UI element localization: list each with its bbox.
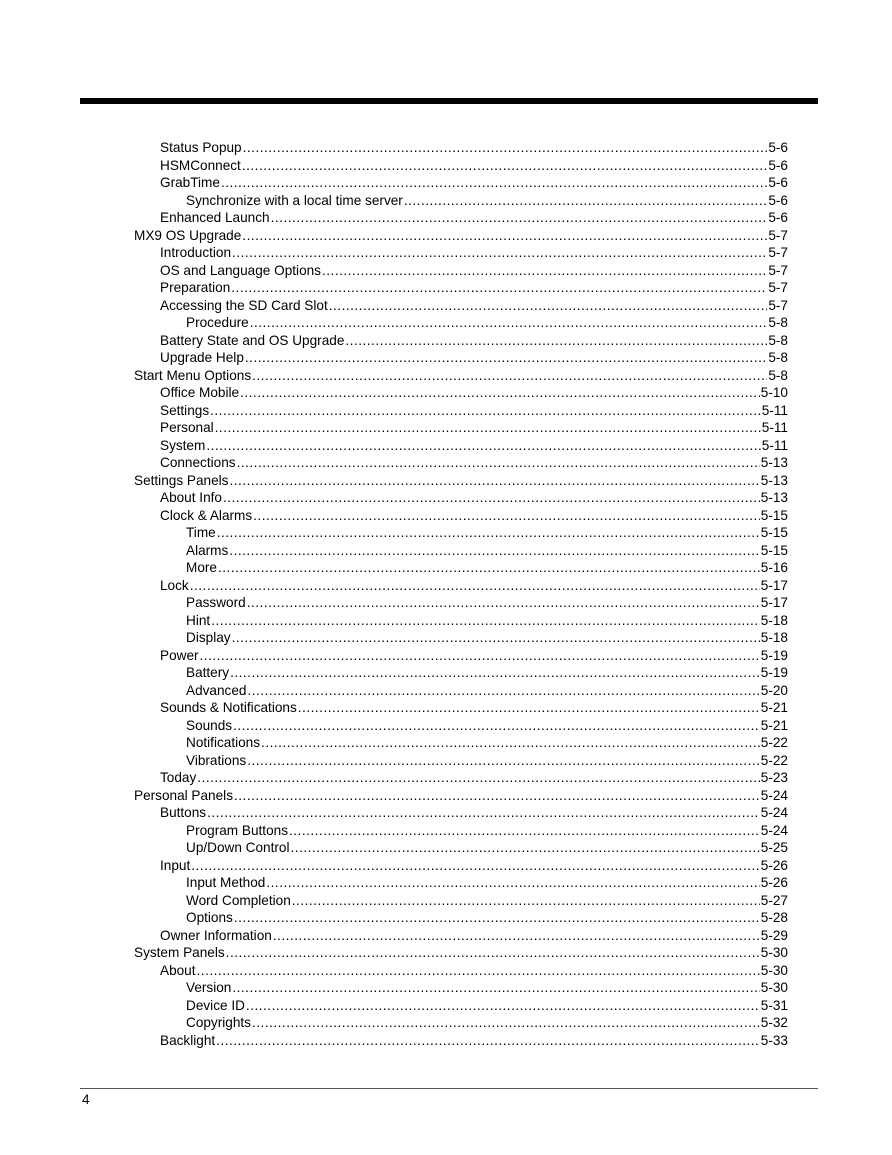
toc-entry-page: 5-26 [760,857,788,873]
dot-leader [190,577,760,595]
dot-leader [292,892,760,910]
toc-entry-page: 5-33 [760,1032,788,1048]
toc-entry[interactable] [134,437,788,455]
toc-entry-title: Personal [160,420,214,435]
dot-leader [197,769,760,787]
dot-leader [221,174,767,192]
toc-entry[interactable] [134,892,788,910]
toc-entry-title: Options [186,910,233,925]
toc-entry-page: 5-30 [760,980,788,995]
dot-leader [247,752,760,770]
toc-entry-page: 5-11 [761,420,788,435]
toc-entry[interactable] [134,612,788,630]
toc-entry-page: 5-6 [768,157,788,173]
toc-entry[interactable] [134,577,788,595]
dot-leader [298,699,760,717]
toc-entry[interactable] [134,752,788,770]
toc-entry-page: 5-32 [760,1015,788,1030]
toc-entry-title: Today [160,770,197,785]
dot-leader [242,157,768,175]
toc-entry[interactable] [134,402,788,420]
dot-leader [291,839,760,857]
toc-entry-title: Vibrations [186,752,247,768]
toc-entry[interactable] [134,1014,788,1032]
dot-leader [216,1032,760,1050]
dot-leader [229,542,759,560]
toc-entry[interactable] [134,227,788,245]
dot-leader [245,349,767,367]
dot-leader [237,454,760,472]
dot-leader [247,682,759,700]
dot-leader [252,1014,760,1032]
toc-entry-page: 5-11 [761,437,788,453]
toc-entry-page: 5-13 [760,490,788,505]
toc-entry-title: Hint [186,612,211,628]
toc-entry-page: 5-6 [768,192,788,208]
toc-entry-title: Status Popup [160,140,242,155]
toc-entry-page: 5-16 [760,560,788,575]
toc-entry[interactable] [134,472,788,490]
dot-leader [231,279,767,297]
toc-entry-page: 5-7 [768,262,788,278]
dot-leader [207,804,760,822]
toc-entry[interactable] [134,524,788,542]
dot-leader [250,314,768,332]
toc-entry[interactable] [134,297,788,315]
toc-entry[interactable] [134,927,788,945]
toc-entry-page: 5-7 [768,280,788,295]
dot-leader [191,857,760,875]
toc-entry[interactable] [134,507,788,525]
toc-entry[interactable] [134,349,788,367]
toc-entry-page: 5-11 [761,402,788,418]
dot-leader [211,612,760,630]
toc-entry-page: 5-30 [760,962,788,978]
toc-entry-title: OS and Language Options [160,262,321,278]
toc-entry-title: Device ID [186,997,245,1013]
toc-entry-title: Version [186,980,232,995]
toc-entry-title: Synchronize with a local time server [186,192,403,208]
toc-entry-title: MX9 OS Upgrade [134,227,242,243]
toc-entry-page: 5-17 [760,577,788,593]
dot-leader [217,524,760,542]
toc-entry-title: About Info [160,490,222,505]
toc-entry[interactable] [134,262,788,280]
toc-entry-title: Copyrights [186,1015,251,1030]
toc-entry[interactable] [134,822,788,840]
toc-entry-title: Sounds [186,717,233,733]
toc-entry-page: 5-30 [760,945,788,960]
toc-entry-page: 5-13 [760,472,788,488]
dot-leader [223,489,760,507]
dot-leader [197,962,760,980]
toc-entry-page: 5-20 [760,682,788,698]
dot-leader [243,139,768,157]
toc-entry-title: Settings [160,402,210,418]
toc-entry-page: 5-24 [760,822,788,838]
toc-entry-title: More [186,560,217,575]
dot-leader [229,472,759,490]
dot-leader [271,209,768,227]
toc-entry-page: 5-19 [760,647,788,663]
toc-entry-page: 5-6 [768,210,788,225]
toc-entry-title: Advanced [186,682,247,698]
toc-entry-title: Password [186,595,246,610]
toc-entry[interactable] [134,734,788,752]
toc-entry-title: Program Buttons [186,822,288,838]
toc-entry[interactable] [134,244,788,262]
toc-entry[interactable] [134,279,788,297]
toc-entry-page: 5-8 [768,367,788,383]
dot-leader [273,927,760,945]
toc-entry-title: Office Mobile [160,385,240,400]
toc-entry-title: Battery State and OS Upgrade [160,332,345,348]
table-of-contents [134,139,788,1049]
toc-entry-title: Input [160,857,191,873]
toc-entry-title: Alarms [186,542,229,558]
toc-entry[interactable] [134,139,788,157]
dot-leader [232,629,760,647]
dot-leader [233,717,760,735]
toc-entry[interactable] [134,367,788,385]
page-number: 4 [82,1092,90,1107]
toc-entry-page: 5-7 [768,227,788,243]
toc-entry-page: 5-29 [760,927,788,943]
toc-entry-title: Backlight [160,1032,216,1048]
toc-entry-title: Notifications [186,735,261,750]
toc-entry[interactable] [134,857,788,875]
dot-leader [242,227,767,245]
toc-entry[interactable] [134,332,788,350]
toc-entry[interactable] [134,804,788,822]
dot-leader [247,594,760,612]
toc-entry-page: 5-22 [760,735,788,750]
dot-leader [232,979,759,997]
toc-entry[interactable] [134,384,788,402]
toc-entry[interactable] [134,787,788,805]
header-rule [80,98,818,104]
toc-entry[interactable] [134,489,788,507]
dot-leader [226,944,760,962]
toc-entry-title: Connections [160,455,236,470]
dot-leader [266,874,759,892]
toc-entry[interactable] [134,559,788,577]
toc-entry-page: 5-22 [760,752,788,768]
toc-entry-page: 5-8 [768,332,788,348]
toc-entry-title: HSMConnect [160,157,241,173]
dot-leader [230,664,760,682]
toc-entry[interactable] [134,717,788,735]
dot-leader [253,507,760,525]
toc-entry[interactable] [134,314,788,332]
dot-leader [218,559,760,577]
toc-entry-title: About [160,962,196,978]
toc-entry-page: 5-18 [760,630,788,645]
dot-leader [210,402,761,420]
toc-entry-title: Power [160,647,199,663]
toc-entry-page: 5-17 [760,595,788,610]
toc-entry-page: 5-15 [760,525,788,540]
dot-leader [404,192,768,210]
toc-entry-page: 5-28 [760,910,788,925]
toc-entry-page: 5-7 [768,297,788,313]
toc-entry[interactable] [134,979,788,997]
dot-leader [246,997,760,1015]
dot-leader [200,647,760,665]
toc-entry-title: Buttons [160,805,207,820]
toc-entry-page: 5-13 [760,455,788,470]
toc-entry-title: Sounds & Notifications [160,700,297,715]
toc-entry-title: Accessing the SD Card Slot [160,297,328,313]
toc-entry-page: 5-24 [760,787,788,803]
toc-entry-title: Battery [186,665,230,680]
toc-entry-title: Time [186,525,216,540]
toc-entry[interactable] [134,962,788,980]
toc-entry-page: 5-6 [768,175,788,190]
toc-entry[interactable] [134,682,788,700]
dot-leader [234,909,760,927]
toc-entry-title: Start Menu Options [134,367,252,383]
toc-entry-title: Settings Panels [134,472,229,488]
toc-entry-page: 5-23 [760,770,788,785]
toc-entry-page: 5-15 [760,542,788,558]
toc-entry-page: 5-31 [760,997,788,1013]
toc-entry[interactable] [134,664,788,682]
dot-leader [234,787,760,805]
dot-leader [232,244,767,262]
toc-entry-title: Personal Panels [134,787,233,803]
toc-entry-page: 5-6 [768,140,788,155]
toc-entry[interactable] [134,909,788,927]
dot-leader [240,384,760,402]
toc-entry-title: Up/Down Control [186,840,290,855]
toc-entry-page: 5-8 [768,350,788,365]
toc-entry[interactable] [134,454,788,472]
toc-entry-page: 5-25 [760,840,788,855]
toc-entry[interactable] [134,174,788,192]
dot-leader [206,437,760,455]
toc-entry-page: 5-18 [760,612,788,628]
toc-entry-title: Procedure [186,315,249,330]
toc-entry[interactable] [134,647,788,665]
toc-entry[interactable] [134,209,788,227]
toc-entry-title: System [160,437,206,453]
toc-entry-page: 5-21 [760,717,788,733]
toc-entry-title: Display [186,630,231,645]
toc-entry-title: GrabTime [160,175,220,190]
toc-entry-title: Introduction [160,245,232,260]
dot-leader [322,262,767,280]
toc-entry[interactable] [134,997,788,1015]
dot-leader [289,822,760,840]
dot-leader [215,419,761,437]
footer-rule [80,1088,818,1089]
toc-entry-page: 5-7 [768,245,788,260]
toc-entry[interactable] [134,419,788,437]
toc-entry-title: Enhanced Launch [160,210,270,225]
dot-leader [329,297,768,315]
toc-entry[interactable] [134,157,788,175]
toc-entry-page: 5-10 [760,385,788,400]
toc-entry-title: System Panels [134,945,225,960]
toc-entry[interactable] [134,629,788,647]
toc-entry-page: 5-24 [760,805,788,820]
toc-entry-page: 5-19 [760,665,788,680]
toc-entry-page: 5-8 [768,315,788,330]
toc-entry-title: Word Completion [186,892,291,908]
toc-entry[interactable] [134,769,788,787]
toc-entry[interactable] [134,1032,788,1050]
toc-entry[interactable] [134,839,788,857]
toc-entry-title: Clock & Alarms [160,507,253,523]
toc-entry-page: 5-27 [760,892,788,908]
toc-entry[interactable] [134,699,788,717]
toc-entry[interactable] [134,542,788,560]
dot-leader [345,332,767,350]
toc-entry-page: 5-15 [760,507,788,523]
toc-entry[interactable] [134,594,788,612]
toc-entry-page: 5-26 [760,875,788,890]
dot-leader [261,734,760,752]
toc-entry[interactable] [134,192,788,210]
toc-entry-title: Preparation [160,280,231,295]
toc-entry[interactable] [134,944,788,962]
dot-leader [252,367,767,385]
toc-entry-title: Upgrade Help [160,350,244,365]
toc-entry-title: Owner Information [160,927,272,943]
toc-entry-title: Lock [160,577,189,593]
toc-entry-page: 5-21 [760,700,788,715]
toc-entry-title: Input Method [186,875,266,890]
toc-entry[interactable] [134,874,788,892]
